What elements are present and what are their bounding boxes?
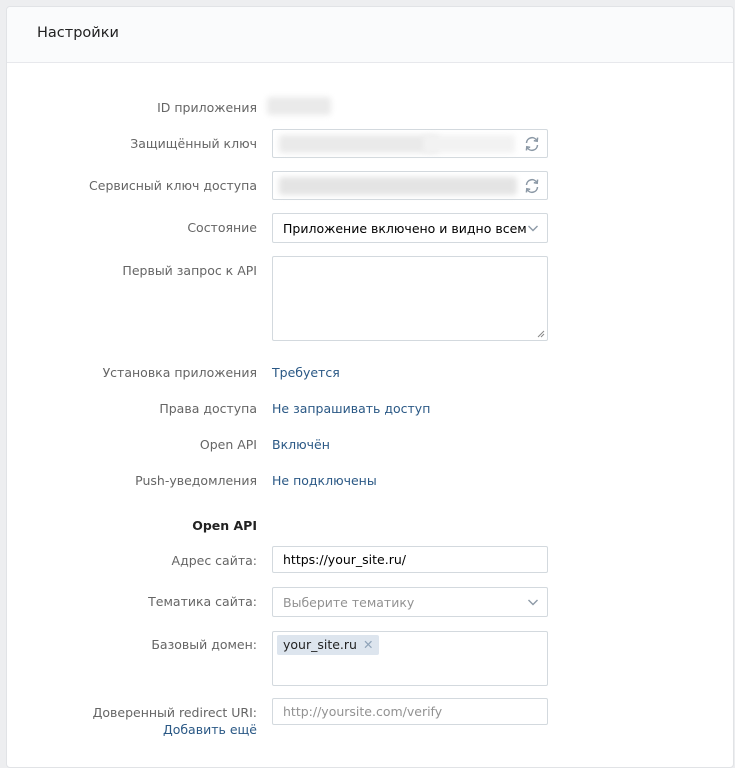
push-value-link[interactable]: Не подключены <box>272 473 377 488</box>
secure-key-label: Защищённый ключ <box>130 136 257 151</box>
site-address-value: https://your_site.ru/ <box>283 552 406 567</box>
site-address-input[interactable] <box>272 546 548 573</box>
state-select[interactable] <box>272 213 548 243</box>
resize-grip-icon[interactable] <box>536 329 545 338</box>
page-title: Настройки <box>37 25 119 41</box>
redirect-uri-input[interactable] <box>272 698 548 725</box>
chevron-down-icon <box>527 596 539 608</box>
first-request-textarea[interactable] <box>272 256 548 341</box>
site-theme-label: Тематика сайта: <box>148 594 257 609</box>
panel-header <box>7 7 733 63</box>
service-key-value-redacted <box>279 177 517 195</box>
service-key-field[interactable] <box>272 171 548 200</box>
install-label: Установка приложения <box>102 365 257 380</box>
chevron-down-icon <box>527 222 539 234</box>
state-label: Состояние <box>187 220 257 235</box>
open-api-value-link[interactable]: Включён <box>272 437 330 452</box>
secure-key-value-redacted <box>423 135 515 153</box>
site-address-label: Адрес сайта: <box>171 553 257 568</box>
state-select-value: Приложение включено и видно всем <box>283 221 527 236</box>
open-api-label: Open API <box>199 437 257 452</box>
base-domain-tag-input[interactable] <box>272 631 548 686</box>
service-key-label: Сервисный ключ доступа <box>89 178 257 193</box>
settings-panel <box>6 6 734 768</box>
permissions-label: Права доступа <box>159 401 257 416</box>
domain-tag-label: your_site.ru <box>283 637 357 652</box>
redirect-uri-placeholder: http://yoursite.com/verify <box>283 704 443 719</box>
push-label: Push-уведомления <box>135 473 257 488</box>
add-more-link[interactable]: Добавить ещё <box>162 722 257 737</box>
app-id-label: ID приложения <box>157 100 257 115</box>
base-domain-label: Базовый домен: <box>151 637 257 652</box>
site-theme-select[interactable] <box>272 587 548 617</box>
refresh-icon[interactable] <box>523 135 541 153</box>
refresh-icon[interactable] <box>523 177 541 195</box>
secure-key-field[interactable] <box>272 129 548 158</box>
site-theme-placeholder: Выберите тематику <box>283 595 415 610</box>
permissions-value-link[interactable]: Не запрашивать доступ <box>272 401 431 416</box>
remove-tag-icon[interactable]: ✕ <box>362 637 374 652</box>
first-request-label: Первый запрос к API <box>122 263 257 278</box>
app-id-value-redacted <box>267 97 331 115</box>
domain-tag <box>277 635 379 655</box>
redirect-uri-label: Доверенный redirect URI: <box>92 705 257 720</box>
install-value-link[interactable]: Требуется <box>272 365 340 380</box>
open-api-section-heading: Open API <box>192 518 257 533</box>
secure-key-value-redacted <box>279 135 439 153</box>
